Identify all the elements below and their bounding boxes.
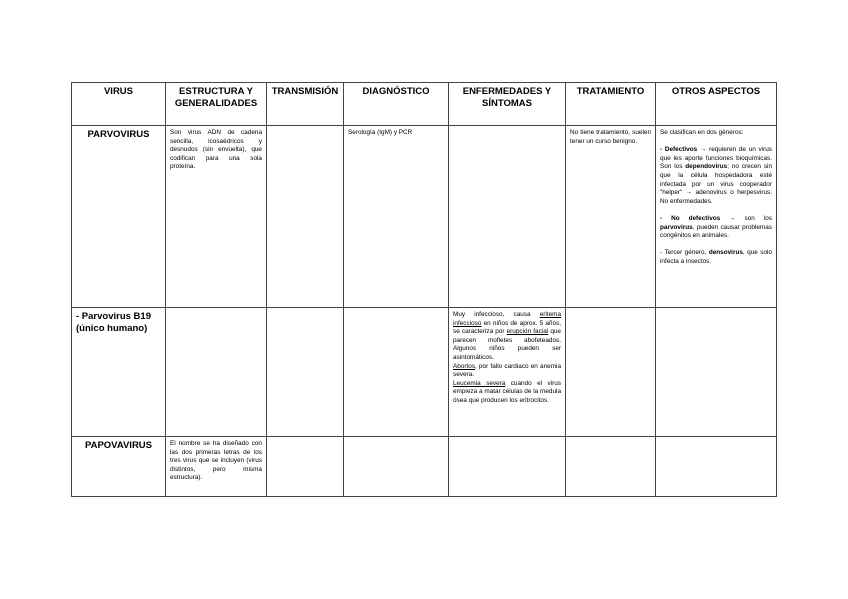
arrow-icon: → — [685, 189, 693, 197]
arrow-icon: → — [699, 146, 707, 154]
diagnostico-b19 — [344, 308, 449, 437]
tratamiento-b19 — [566, 308, 656, 437]
leucemia-term: Leucemia severa — [453, 379, 506, 387]
virus-name-parvovirus: PARVOVIRUS — [72, 126, 166, 308]
otros-no-defectivos: - No defectivos → son los parvovirus, pueden causar problemas congénitos en animales. — [660, 214, 772, 240]
virus-name-b19: - Parvovirus B19 (único humano) — [72, 308, 166, 437]
virus-table — [71, 82, 777, 497]
enfermedades-papovavirus — [449, 437, 566, 497]
table-row-parvovirus — [72, 126, 777, 308]
abortos-term: Abortos — [453, 362, 476, 370]
no-defectivos-label: - No defectivos — [660, 214, 721, 222]
header-estructura: ESTRUCTURA Y GENERALIDADES — [166, 83, 267, 126]
header-enfermedades: ENFERMEDADES Y SÍNTOMAS — [449, 83, 566, 126]
header-virus: VIRUS — [72, 83, 166, 126]
header-row — [72, 83, 777, 126]
eritema-term: eritema infeccioso — [453, 311, 561, 327]
estructura-papovavirus: El nombre se ha diseñado con las dos primeras letras de los tres virus que se incluyen (virus distintos, pero misma estructura). — [166, 437, 267, 497]
densovirus-term: densovirus — [708, 249, 743, 257]
otros-intro: Se clasifican en dos géneros: — [660, 129, 744, 136]
estructura-b19 — [166, 308, 267, 437]
otros-tercer-genero: - Tercer género, densovirus, que solo infecta a insectos. — [660, 249, 772, 265]
erupcion-term: erupción facial — [506, 328, 549, 336]
table-row-parvovirus-b19 — [72, 308, 777, 437]
header-otros: OTROS ASPECTOS — [656, 83, 777, 126]
arrow-icon: → — [729, 214, 736, 222]
otros-b19 — [656, 308, 777, 437]
parvovirus-term: parvovirus — [660, 223, 693, 231]
otros-parvovirus — [656, 126, 777, 308]
header-diagnostico: DIAGNÓSTICO — [344, 83, 449, 126]
transmision-b19 — [267, 308, 344, 437]
header-tratamiento: TRATAMIENTO — [566, 83, 656, 126]
estructura-parvovirus: Son virus ADN de cadena sencilla, icosaédricos y desnudos (sin envuelta), que codifican para una sola proteína. — [166, 126, 267, 308]
dependovirus-term: dependovirus — [685, 163, 728, 171]
tratamiento-parvovirus: No tiene tratamiento, suelen tener un curso benigno. — [566, 126, 656, 308]
tratamiento-papovavirus — [566, 437, 656, 497]
transmision-parvovirus — [267, 126, 344, 308]
diagnostico-papovavirus — [344, 437, 449, 497]
header-transmision: TRANSMISIÓN — [267, 83, 344, 126]
virus-name-papovavirus: PAPOVAVIRUS — [72, 437, 166, 497]
defectivos-label: - Defectivos — [660, 146, 698, 154]
diagnostico-parvovirus: Serología (IgM) y PCR — [344, 126, 449, 308]
enfermedades-b19: Muy infeccioso, causa eritema infeccioso en niños de aprox. 5 años, se caracteriza por erupción facial que parecen mofletes abofeteados. Algunos niños pueden ser asintomáticos. Abortos, por fallo cardiaco en anemia severa. Leucemia severa cuando el virus empieza a matar células de la medula ósea que producen los eritrocitos. — [449, 308, 566, 437]
otros-defectivos: - Defectivos → requieren de un virus que les aporte funciones bioquímicas. Son los dependovirus; no crecen sin que la célula hospedadora esté infectada por un virus cooperador "helper" → adenovirus o herpesvirus. No enfermedades. — [660, 146, 773, 205]
enfermedades-parvovirus — [449, 126, 566, 308]
otros-papovavirus — [656, 437, 777, 497]
table-row-papovavirus — [72, 437, 777, 497]
transmision-papovavirus — [267, 437, 344, 497]
